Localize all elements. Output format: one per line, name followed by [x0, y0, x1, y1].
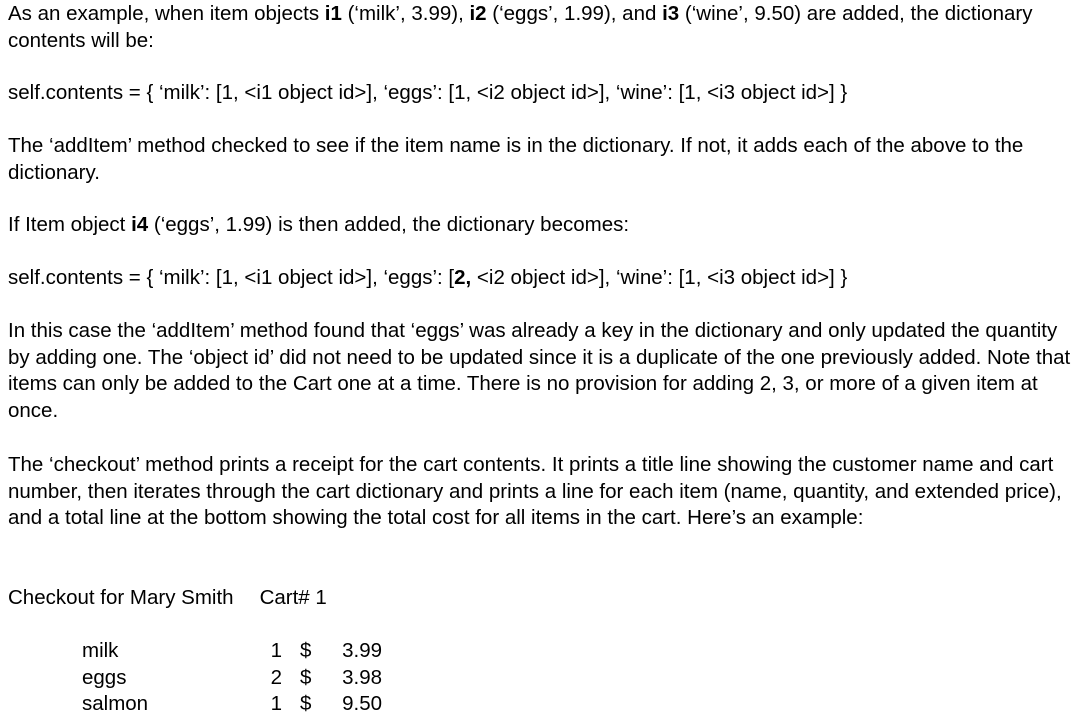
- paragraph-item-i4: [8, 212, 629, 239]
- currency-symbol: $: [300, 639, 312, 662]
- bold-i3: i3: [662, 2, 680, 25]
- paragraph-example-intro: [8, 1, 1078, 54]
- currency-symbol: $: [300, 665, 312, 689]
- item-name: salmon: [82, 692, 149, 715]
- bold-i4: i4: [131, 213, 149, 236]
- receipt-cart-number: Cart# 1: [259, 586, 327, 609]
- item-price: 9.50: [342, 692, 382, 715]
- text-run: If Item object: [8, 213, 132, 236]
- item-quantity: 1: [270, 692, 282, 715]
- paragraph-contents-initial: self.contents = { ‘milk’: [1, <i1 object id>], ‘eggs’: [1, <i2 object id>], ‘wine’: [1, <i3 object id>] }: [8, 81, 848, 104]
- paragraph-checkout-method: The ‘checkout’ method prints a receipt for the cart contents. It prints a title line showing the customer name and cart number, then iterates through the cart dictionary and prints a line for each item (name, quantity, and extended price), and a total line at the bottom showing the total cost for all items in the cart. Here’s an example:: [8, 453, 1062, 529]
- bold-i2: i2: [469, 2, 487, 25]
- item-name: milk: [82, 639, 119, 662]
- text-run: (‘milk’, 3.99),: [341, 2, 470, 25]
- item-quantity: 1: [270, 639, 282, 662]
- item-name: eggs: [82, 665, 127, 689]
- text-run: <i2 object id>], ‘wine’: [1, <i3 object id>] }: [471, 266, 848, 289]
- item-price: 3.99: [342, 639, 382, 662]
- text-run: As an example, when item objects: [8, 2, 325, 25]
- receipt-row: [8, 691, 608, 718]
- receipt-items: [8, 638, 608, 718]
- receipt-title-line: [8, 585, 327, 612]
- currency-symbol: $: [300, 692, 312, 715]
- receipt-row: [8, 665, 608, 692]
- bold-i1: i1: [324, 2, 342, 25]
- receipt-customer: Checkout for Mary Smith: [8, 586, 234, 609]
- paragraph-duplicate-explanation: In this case the ‘addItem’ method found that ‘eggs’ was already a key in the dictionary and only updated the quantity by adding one. The ‘object id’ did not need to be updated since it is a duplicate of the one previously added. Note that items can only be added to the Cart one at a time. There is no provision for adding 2, 3, or more of a given item at once.: [8, 319, 1071, 422]
- receipt-row: [8, 638, 608, 665]
- item-price: 3.98: [342, 665, 382, 689]
- text-run: (‘eggs’, 1.99), and: [486, 2, 663, 25]
- text-run: (‘eggs’, 1.99) is then added, the dictionary becomes:: [148, 213, 630, 236]
- item-quantity: 2: [270, 665, 282, 689]
- bold-quantity: 2,: [454, 266, 472, 289]
- text-run: self.contents = { ‘milk’: [1, <i1 object id>], ‘eggs’: [: [8, 266, 455, 289]
- paragraph-additem-check: The ‘addItem’ method checked to see if the item name is in the dictionary. If not, it adds each of the above to the dictionary.: [8, 134, 1024, 184]
- paragraph-contents-updated: [8, 265, 847, 292]
- text-run: (‘wine’, 9.50) are added, the dictionary contents will be:: [8, 2, 1033, 52]
